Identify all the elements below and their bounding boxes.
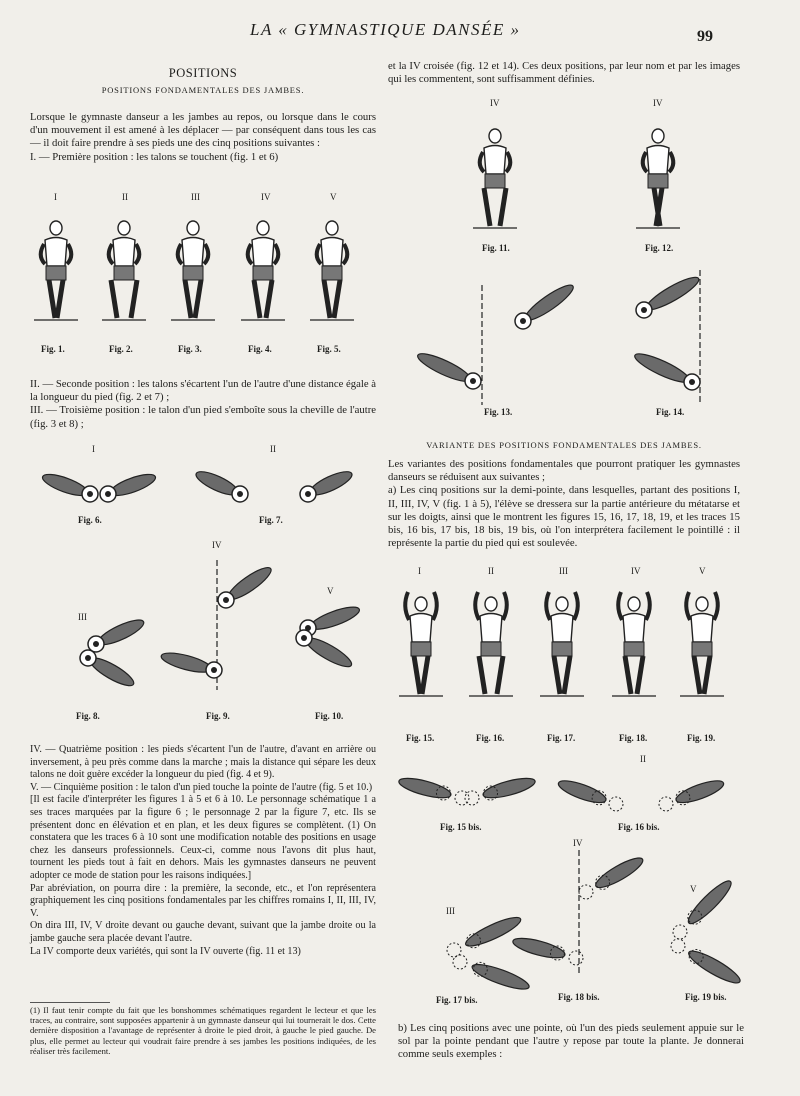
fig10-label: Fig. 10. xyxy=(315,711,344,721)
arms-fig-label-16: Fig. 16. xyxy=(476,733,505,743)
fig13-feet xyxy=(415,285,585,405)
second-position-text: II. — Seconde position : les talons s'écartent l'un de l'autre d'une distance égale à la longueur du pied (fig. 2 et 7) ; xyxy=(30,378,376,404)
feet-roman-iii: III xyxy=(78,612,87,622)
fig6-feet xyxy=(36,462,164,512)
standing-figure-4 xyxy=(238,210,288,330)
fig15bis-label: Fig. 15 bis. xyxy=(440,822,482,832)
variant-heading: VARIANTE DES POSITIONS FONDAMENTALES DES JAMBES. xyxy=(426,440,702,450)
fig16bis-feet xyxy=(560,770,730,820)
fig18bis-label: Fig. 18 bis. xyxy=(558,992,600,1002)
standing-figure-2 xyxy=(99,210,149,330)
fig9-feet xyxy=(150,560,280,690)
standing-figure-5 xyxy=(307,210,357,330)
running-title: LA « GYMNASTIQUE DANSÉE » xyxy=(250,20,521,39)
fig15bis-feet xyxy=(400,770,530,820)
row2-fig-label-11: Fig. 11. xyxy=(482,243,510,253)
fifth-position-text: V. — Cinquième position : le talon d'un pied touche la pointe de l'autre (fig. 5 et 10.) xyxy=(30,781,373,793)
fig8-label: Fig. 8. xyxy=(76,711,100,721)
arms-up-figure-19 xyxy=(677,586,727,716)
arms-up-figure-17 xyxy=(537,586,587,716)
arms-fig-label-19: Fig. 19. xyxy=(687,733,716,743)
fig16bis-label: Fig. 16 bis. xyxy=(618,822,660,832)
row2-roman-0: IV xyxy=(490,98,500,108)
feet-roman-ii: II xyxy=(270,444,276,454)
iv-variants-text: La IV comporte deux variétés, qui sont la IV ouverte (fig. 11 et 13) xyxy=(30,945,301,957)
abbreviation-text: Par abréviation, on pourra dire : la première, la seconde, etc., et l'on représentera graphiquement les cinq positions fondamentales par les chiffres romains I, II, III, IV, V. xyxy=(30,882,376,919)
arms-up-figure-15 xyxy=(396,586,446,716)
fig14-feet xyxy=(620,270,720,410)
row1-roman-4: V xyxy=(330,192,337,202)
feet-roman-v: V xyxy=(327,586,334,596)
droite-devant-text: On dira III, IV, V droite devant ou gauche devant, suivant que la jambe droite ou la jambe gauche sera placée devant l'autre. xyxy=(30,920,376,944)
row1-roman-0: I xyxy=(54,192,57,202)
arms-fig-label-15: Fig. 15. xyxy=(406,733,435,743)
fig18bis-feet xyxy=(514,850,654,980)
row1-fig-label-1: Fig. 1. xyxy=(41,344,65,354)
variant-section xyxy=(388,440,740,550)
demi-pointe-text: a) Les cinq positions sur la demi-pointe, dans lesquelles, partant des positions I, II, III, IV, V (fig. 1 à 5), l'élève se dressera sur la partie antérieure du métatarse et sur les doigts, ainsi que le montrent les figures 15, 16, 17, 18, 19, et les traces 15 bis, 16 bis, 17 bis, 18 bis, 19 bis, où l'on interprétera facilement le pointillé : il représente la partie du pied qui est soulevée. xyxy=(388,484,740,550)
row2-roman-1: IV xyxy=(653,98,663,108)
row1-fig-label-2: Fig. 2. xyxy=(109,344,133,354)
section-subtitle: POSITIONS FONDAMENTALES DES JAMBES. xyxy=(101,85,305,95)
page-header xyxy=(0,18,800,48)
fig7-label: Fig. 7. xyxy=(259,515,283,525)
fig7-feet xyxy=(190,462,350,512)
lower-left-text xyxy=(30,744,376,958)
fig17bis-feet xyxy=(424,910,524,980)
footnote xyxy=(30,1005,376,1056)
une-pointe-text: b) Les cinq positions avec une pointe, où l'un des pieds seulement appuie sur le sol par la pointe pendant que l'autre y repose par toute la plante. Je donnerai comme seuls exemples : xyxy=(398,1022,744,1061)
fig6-label: Fig. 6. xyxy=(78,515,102,525)
feet-roman-iv: IV xyxy=(212,540,222,550)
fig17bis-label: Fig. 17 bis. xyxy=(436,995,478,1005)
fig19bis-label: Fig. 19 bis. xyxy=(685,992,727,1002)
arms-fig-label-17: Fig. 17. xyxy=(547,733,576,743)
arms-roman-2: III xyxy=(559,566,568,576)
interpretation-note: [Il est facile d'interpréter les figures 1 à 5 et 6 à 10. Le personnage schématique 1 a ses traces marquées par la figure 6 ; le personnage 2 par la figure 7, etc. Ils se présentent donc en élévation et en plan, et les deux figures se complètent. (1) On constatera que les traces 6 à 10 sont une modification notable des positions en usage chez les danseurs professionnels. Ceux-ci, comme nous l'avons dit plus haut, tournent les pieds tout à fait en dehors. Mais les gymnastes danseurs ne peuvent adopter ce mode de station pour les raisons indiquées.] xyxy=(30,794,376,881)
iv-figure-12 xyxy=(633,118,683,238)
intro-paragraph: Lorsque le gymnaste danseur a les jambes au repos, ou lorsque dans le cours d'un mouvement il est amené à les déplacer — par conséquent dans tous les cas — il doit faire prendre à ses pieds une des cinq positions suivantes : xyxy=(30,111,376,150)
bis-roman-iv: IV xyxy=(573,838,583,848)
arms-roman-0: I xyxy=(418,566,421,576)
fig8-feet xyxy=(40,630,148,690)
first-position-text: I. — Première position : les talons se touchent (fig. 1 et 6) xyxy=(30,150,279,163)
fig19bis-feet xyxy=(660,896,740,986)
arms-roman-1: II xyxy=(488,566,494,576)
arms-roman-3: IV xyxy=(631,566,641,576)
positions-2-3-text xyxy=(30,378,376,431)
right-column-intro xyxy=(388,60,740,86)
une-pointe-section xyxy=(398,1022,744,1062)
variant-intro: Les variantes des positions fondamentales que pourront pratiquer les gymnastes danseurs se réduisent aux suivantes ; xyxy=(388,458,740,484)
section-title: POSITIONS xyxy=(168,66,238,80)
bis-roman-ii: II xyxy=(640,754,646,764)
arms-roman-4: V xyxy=(699,566,706,576)
footnote-text: (1) Il faut tenir compte du fait que les bonshommes schématiques regardent le lecteur et que les traces, au contraire, sont supposées appartenir à un gymnaste danseur qui lui tournerait le dos. Cette dernière disposition a l'avantage de représenter à droite le pied droit, à gauche le pied gauche. De plus, elle permet au lecteur qui voudrait faire prendre à ses jambes les positions indiquées, de les réaliser très facilement. xyxy=(30,1005,376,1056)
feet-roman-i: I xyxy=(92,444,95,454)
fig14-label: Fig. 14. xyxy=(656,407,685,417)
fourth-position-text: IV. — Quatrième position : les pieds s'écartent l'un de l'autre, d'avant en arrière ou inversement, à peu près comme dans la marche ; mais la distance qui sépare les deux talons ne doit guère excéder la longueur du pied (fig. 4 et 9). xyxy=(30,744,376,781)
row1-fig-label-3: Fig. 3. xyxy=(178,344,202,354)
standing-figure-3 xyxy=(168,210,218,330)
fig13-label: Fig. 13. xyxy=(484,407,513,417)
row2-fig-label-12: Fig. 12. xyxy=(645,243,674,253)
iv-figure-11 xyxy=(470,118,520,238)
third-position-text: III. — Troisième position : le talon d'un pied s'emboîte sous la cheville de l'autre (fig. 3 et 8) ; xyxy=(30,404,376,430)
right-intro-text: et la IV croisée (fig. 12 et 14). Ces deux positions, par leur nom et par les images qui les commentent, sont suffisamment définies. xyxy=(388,60,740,86)
arms-fig-label-18: Fig. 18. xyxy=(619,733,648,743)
fig10-feet xyxy=(290,600,372,690)
arms-up-figure-16 xyxy=(466,586,516,716)
row1-roman-1: II xyxy=(122,192,128,202)
page-number: 99 xyxy=(697,28,713,45)
left-column xyxy=(30,60,376,164)
arms-up-figure-18 xyxy=(609,586,659,716)
standing-figure-1 xyxy=(31,210,81,330)
row1-fig-label-5: Fig. 5. xyxy=(317,344,341,354)
row1-roman-2: III xyxy=(191,192,200,202)
fig9-label: Fig. 9. xyxy=(206,711,230,721)
row1-fig-label-4: Fig. 4. xyxy=(248,344,272,354)
row1-roman-3: IV xyxy=(261,192,271,202)
bis-roman-iii: III xyxy=(446,906,455,916)
bis-roman-v: V xyxy=(690,884,697,894)
footnote-rule xyxy=(30,1002,110,1003)
